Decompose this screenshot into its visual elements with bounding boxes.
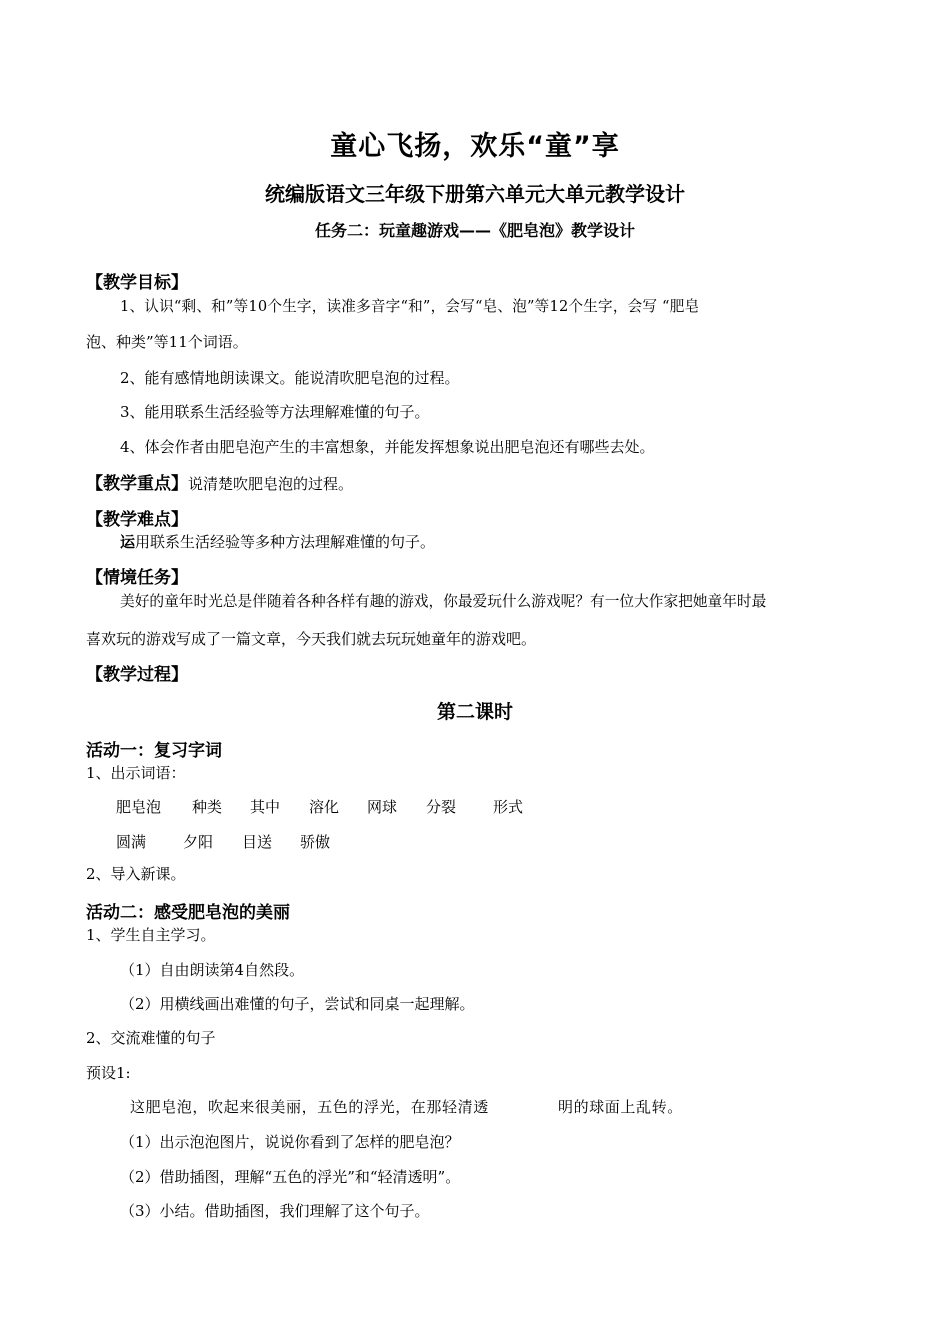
vocab-word: 目送 — [242, 833, 273, 851]
quote-part-2: 明的球面上乱转。 — [558, 1098, 683, 1116]
vocab-word: 种类 — [192, 798, 223, 816]
vocab-word: 其中 — [250, 798, 281, 816]
question-1: （1）出示泡泡图片，说说你看到了怎样的肥皂泡？ — [120, 1133, 460, 1151]
document-title: 童心飞扬，欢乐“童”享 — [330, 131, 620, 162]
objective-item-2: 2、能有感情地朗读课文。能说清吹肥皂泡的过程。 — [120, 369, 460, 387]
difficulty-text: 用联系生活经验等多种方法理解难懂的句子。 — [135, 533, 436, 551]
vocab-word: 分裂 — [426, 798, 457, 816]
vocab-word: 形式 — [493, 798, 524, 816]
quote-part-1: 这肥皂泡，吹起来很美丽，五色的浮光，在那轻清透 — [130, 1098, 489, 1116]
objective-item-1-cont: 泡、种类”等11个词语。 — [86, 333, 248, 351]
question-3: （3）小结。借助插图，我们理解了这个句子。 — [120, 1202, 430, 1220]
activity1-step2: 2、导入新课。 — [86, 865, 186, 883]
key-point — [86, 469, 353, 494]
scenario-heading: 【情境任务】 — [86, 568, 188, 588]
vocab-word: 肥皂泡 — [116, 798, 162, 816]
activity2-step1: 1、学生自主学习。 — [86, 926, 216, 944]
activity1-step1: 1、出示词语： — [86, 764, 186, 782]
difficulty-first-char: 运 — [120, 533, 136, 551]
vocab-word: 溶化 — [309, 798, 340, 816]
process-heading: 【教学过程】 — [86, 665, 188, 685]
key-point-text: 说清楚吹肥皂泡的过程。 — [188, 475, 354, 493]
objectives-heading: 【教学目标】 — [86, 273, 188, 293]
question-2: （2）借助插图，理解“五色的浮光”和“轻清透明”。 — [120, 1168, 461, 1186]
difficulty-heading: 【教学难点】 — [86, 510, 188, 530]
scenario-line-2: 喜欢玩的游戏写成了一篇文章，今天我们就去玩玩她童年的游戏吧。 — [86, 630, 537, 648]
scenario-line-1: 美好的童年时光总是伴随着各种各样有趣的游戏，你最爱玩什么游戏呢？有一位大作家把她童年时最 — [120, 593, 767, 610]
vocab-word: 骄傲 — [300, 833, 331, 851]
objective-item-3: 3、能用联系生活经验等方法理解难懂的句子。 — [120, 403, 430, 421]
activity2-heading: 活动二：感受肥皂泡的美丽 — [86, 903, 290, 923]
preset-label: 预设1: — [86, 1064, 131, 1082]
vocab-word: 夕阳 — [183, 833, 214, 851]
vocab-word: 圆满 — [116, 833, 147, 851]
activity2-sub1: （1）自由朗读第4自然段。 — [120, 961, 305, 979]
objective-item-1: 1、认识“剩、和”等10个生字，读准多音字“和”，会写“皂、泡”等12个生字，会写 “肥皂 — [120, 298, 700, 315]
objective-item-4: 4、体会作者由肥皂泡产生的丰富想象，并能发挥想象说出肥皂泡还有哪些去处。 — [120, 438, 655, 456]
lesson-title: 第二课时 — [436, 701, 513, 723]
activity2-sub2: （2）用横线画出难懂的句子，尝试和同桌一起理解。 — [120, 995, 475, 1013]
vocab-word: 网球 — [367, 798, 398, 816]
activity2-step2: 2、交流难懂的句子 — [86, 1029, 216, 1047]
task-title: 任务二：玩童趣游戏——《肥皂泡》教学设计 — [314, 221, 635, 240]
difficulty-text-line — [120, 531, 435, 552]
key-point-heading: 【教学重点】 — [86, 474, 188, 494]
document-subtitle: 统编版语文三年级下册第六单元大单元教学设计 — [265, 182, 685, 206]
activity1-heading: 活动一：复习字词 — [86, 741, 222, 761]
